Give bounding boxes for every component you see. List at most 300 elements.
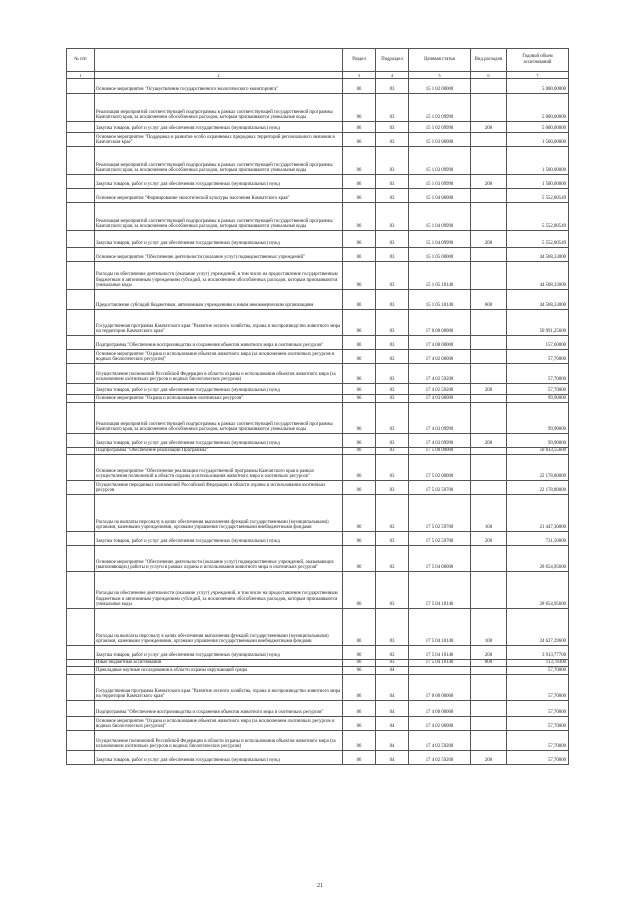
cell-number	[67, 189, 95, 203]
cell-number	[67, 403, 95, 434]
table-row	[67, 290, 569, 310]
cell-target-article: 17 5 02 00000	[409, 455, 471, 481]
cell-expense-type: 200	[471, 175, 507, 189]
cell-razdel: 06	[343, 336, 376, 350]
cell-number	[67, 731, 95, 751]
cell-razdel: 06	[343, 403, 376, 434]
cell-target-article: 17 4 00 00000	[409, 701, 471, 717]
cell-podrazdel: 03	[376, 336, 409, 350]
cell-name: Основное мероприятие "Охрана и использование объектов животного мира (за исключением охотничьих ресурсов и водных биологических ресурсов)"	[95, 350, 343, 364]
cell-name: Расходы на выплаты персоналу в целях обеспечения выполнения функций государственными (муниципальными) органами, казенными учреждениями, органами управления государственными внебюджетными фондами	[95, 609, 343, 646]
cell-podrazdel: 03	[376, 384, 409, 395]
cell-expense-type	[471, 701, 507, 717]
cell-podrazdel: 03	[376, 546, 409, 572]
cell-target-article: 15 1 04 00000	[409, 189, 471, 203]
cell-annual-volume: 5 552,80549	[507, 203, 569, 231]
cell-target-article: 15 1 03 00000	[409, 133, 471, 147]
cell-razdel: 06	[343, 717, 376, 731]
cell-expense-type	[471, 79, 507, 94]
header-expense-type: Вид расходов	[471, 49, 507, 72]
cell-name: Закупка товаров, работ и услуг для обеспечения государственных (муниципальных) нужд	[95, 646, 343, 660]
cell-expense-type	[471, 546, 507, 572]
cell-expense-type: 600	[471, 290, 507, 310]
cell-expense-type	[471, 189, 507, 203]
cell-number	[67, 660, 95, 667]
cell-name: Закупка товаров, работ и услуг для обеспечения государственных (муниципальных) нужд	[95, 532, 343, 546]
table-row	[67, 336, 569, 350]
cell-razdel: 06	[343, 675, 376, 701]
table-row	[67, 350, 569, 364]
cell-annual-volume: 99,90000	[507, 395, 569, 403]
cell-expense-type: 200	[471, 122, 507, 133]
cell-number	[67, 94, 95, 122]
table-row	[67, 133, 569, 147]
cell-name: Реализация мероприятий соответствующей подпрограммы в рамках соответствующей государственной программы Камчатского края, за исключением обособленных расходов, которым присваиваются уникальные коды	[95, 147, 343, 175]
cell-annual-volume: 21 447,30000	[507, 495, 569, 532]
cell-razdel: 06	[343, 667, 376, 675]
cell-name: Подпрограмма "Обеспечение реализации Программы"	[95, 448, 343, 455]
table-row	[67, 481, 569, 495]
cell-podrazdel: 03	[376, 310, 409, 336]
cell-expense-type	[471, 310, 507, 336]
cell-expense-type	[471, 203, 507, 231]
table-row	[67, 532, 569, 546]
page-number: 21	[317, 883, 323, 889]
table-row	[67, 384, 569, 395]
cell-razdel: 06	[343, 455, 376, 481]
cell-name: Закупка товаров, работ и услуг для обеспечения государственных (муниципальных) нужд	[95, 175, 343, 189]
table-row	[67, 434, 569, 448]
cell-target-article: 15 1 05 10140	[409, 290, 471, 310]
cell-number	[67, 79, 95, 94]
cell-name: Основное мероприятие "Формирование экологической культуры населения Камчатского края"	[95, 189, 343, 203]
cell-number	[67, 147, 95, 175]
header-annual-volume: Годовой объем ассигнований	[507, 49, 569, 72]
header-name	[95, 49, 343, 72]
cell-annual-volume: 50 991,25600	[507, 310, 569, 336]
cell-razdel: 06	[343, 395, 376, 403]
cell-razdel: 06	[343, 203, 376, 231]
cell-podrazdel: 04	[376, 701, 409, 717]
table-row	[67, 701, 569, 717]
cell-podrazdel: 03	[376, 646, 409, 660]
table-row	[67, 660, 569, 667]
cell-annual-volume: 99,90000	[507, 434, 569, 448]
cell-razdel: 06	[343, 290, 376, 310]
cell-target-article: 17 4 03 09990	[409, 434, 471, 448]
cell-target-article: 17 0 00 00000	[409, 675, 471, 701]
cell-target-article: 17 5 04 00000	[409, 546, 471, 572]
cell-expense-type: 200	[471, 646, 507, 660]
table-row	[67, 572, 569, 609]
table-row	[67, 646, 569, 660]
cell-annual-volume: 44 508,33000	[507, 262, 569, 290]
table-header	[67, 49, 569, 79]
column-number-row	[67, 72, 569, 79]
cell-annual-volume: 57,70000	[507, 364, 569, 384]
table-row	[67, 667, 569, 675]
cell-podrazdel: 03	[376, 532, 409, 546]
cell-name: Реализация мероприятий соответствующей подпрограммы в рамках соответствующей государственной программы Камчатского края, за исключением обособленных расходов, которым присваиваются уникальные коды	[95, 203, 343, 231]
budget-table	[66, 48, 569, 765]
cell-podrazdel: 03	[376, 350, 409, 364]
cell-target-article: 17 5 04 10140	[409, 609, 471, 646]
cell-podrazdel: 03	[376, 262, 409, 290]
cell-expense-type	[471, 248, 507, 262]
cell-annual-volume: 24 627,39600	[507, 609, 569, 646]
cell-name: Подпрограмма "Обеспечение воспроизводства и сохранения объектов животного мира и охотничьих ресурсов"	[95, 336, 343, 350]
cell-expense-type	[471, 395, 507, 403]
cell-podrazdel: 04	[376, 717, 409, 731]
cell-annual-volume: 57,70000	[507, 350, 569, 364]
cell-razdel: 06	[343, 495, 376, 532]
cell-target-article: 17 0 00 00000	[409, 310, 471, 336]
cell-target-article: 17 5 04 10140	[409, 660, 471, 667]
cell-name: Основное мероприятие "Поддержка и развитие особо охраняемых природных территорий регионального значения в Камчатском крае"	[95, 133, 343, 147]
cell-razdel: 06	[343, 147, 376, 175]
cell-target-article: 17 5 02 59700	[409, 532, 471, 546]
cell-number	[67, 336, 95, 350]
cell-number	[67, 231, 95, 248]
cell-podrazdel: 03	[376, 175, 409, 189]
cell-razdel: 06	[343, 310, 376, 336]
cell-annual-volume: 5 552,80549	[507, 189, 569, 203]
cell-number	[67, 384, 95, 395]
cell-podrazdel: 03	[376, 189, 409, 203]
cell-name: Государственная программа Камчатского края "Развитие лесного хозяйства, охрана и воспроизводство животного мира на территории Камчатского края"	[95, 310, 343, 336]
cell-expense-type	[471, 336, 507, 350]
column-number: 1	[67, 72, 95, 79]
cell-expense-type	[471, 262, 507, 290]
cell-annual-volume: 113,78300	[507, 660, 569, 667]
cell-annual-volume: 28 654,95600	[507, 546, 569, 572]
cell-target-article: 17 5 02 59700	[409, 481, 471, 495]
cell-name: Осуществление переданных полномочий Российской Федерации в области охраны и использования охотничьих ресурсов	[95, 481, 343, 495]
cell-expense-type: 200	[471, 384, 507, 395]
cell-expense-type: 200	[471, 231, 507, 248]
cell-expense-type	[471, 403, 507, 434]
cell-annual-volume: 57,70000	[507, 731, 569, 751]
cell-annual-volume: 57,70000	[507, 751, 569, 765]
cell-razdel: 06	[343, 434, 376, 448]
column-number: 4	[376, 72, 409, 79]
cell-expense-type: 200	[471, 751, 507, 765]
cell-razdel: 06	[343, 572, 376, 609]
cell-number	[67, 667, 95, 675]
cell-podrazdel: 03	[376, 364, 409, 384]
cell-target-article: 17 4 03 00000	[409, 395, 471, 403]
cell-number	[67, 395, 95, 403]
cell-podrazdel: 04	[376, 667, 409, 675]
cell-target-article: 15 1 05 10140	[409, 262, 471, 290]
cell-annual-volume: 28 654,95600	[507, 572, 569, 609]
table-row	[67, 495, 569, 532]
cell-name: Реализация мероприятий соответствующей подпрограммы в рамках соответствующей государственной программы Камчатского края, за исключением обособленных расходов, которым присваиваются уникальные коды	[95, 94, 343, 122]
cell-annual-volume: 5 000,00000	[507, 122, 569, 133]
cell-target-article: 17 5 02 59700	[409, 495, 471, 532]
cell-target-article: 15 1 05 00000	[409, 248, 471, 262]
cell-podrazdel: 03	[376, 203, 409, 231]
cell-number	[67, 546, 95, 572]
cell-annual-volume: 1 500,00000	[507, 175, 569, 189]
cell-expense-type: 200	[471, 434, 507, 448]
cell-razdel: 06	[343, 133, 376, 147]
cell-number	[67, 609, 95, 646]
cell-annual-volume: 5 552,80549	[507, 231, 569, 248]
cell-annual-volume: 57,70000	[507, 717, 569, 731]
cell-expense-type	[471, 448, 507, 455]
cell-name: Закупка товаров, работ и услуг для обеспечения государственных (муниципальных) нужд	[95, 231, 343, 248]
table-row	[67, 731, 569, 751]
cell-razdel: 06	[343, 175, 376, 189]
header-podrazdel: Подраздел	[376, 49, 409, 72]
cell-target-article: 17 4 02 59200	[409, 731, 471, 751]
cell-podrazdel: 03	[376, 122, 409, 133]
cell-razdel: 06	[343, 701, 376, 717]
cell-number	[67, 646, 95, 660]
cell-name: Иные бюджетные ассигнования	[95, 660, 343, 667]
cell-podrazdel: 03	[376, 94, 409, 122]
table-row	[67, 94, 569, 122]
cell-name: Основное мероприятие "Обеспечение деятельности (оказание услуг) подведомственных учреждений, оказывающих (выполняющих) работы и услуги в рамках охраны и использования животного мира и охотничьих ресурсов"	[95, 546, 343, 572]
cell-name: Прикладные научные исследования в области охраны окружающей среды	[95, 667, 343, 675]
cell-razdel: 06	[343, 660, 376, 667]
column-number: 3	[343, 72, 376, 79]
cell-target-article: 15 1 03 09990	[409, 175, 471, 189]
cell-number	[67, 701, 95, 717]
cell-name: Реализация мероприятий соответствующей подпрограммы в рамках соответствующей государственной программы Камчатского края, за исключением обособленных расходов, которым присваиваются уникальные коды	[95, 403, 343, 434]
cell-razdel: 06	[343, 646, 376, 660]
cell-podrazdel: 03	[376, 133, 409, 147]
cell-annual-volume: 57,70000	[507, 701, 569, 717]
cell-target-article: 17 4 00 00000	[409, 336, 471, 350]
cell-razdel: 06	[343, 350, 376, 364]
cell-number	[67, 572, 95, 609]
header-target-article: Целевая статья	[409, 49, 471, 72]
cell-number	[67, 262, 95, 290]
cell-target-article: 17 5 00 00000	[409, 448, 471, 455]
cell-name: Предоставление субсидий бюджетным, автономным учреждениям и иным некоммерческим организациям	[95, 290, 343, 310]
cell-name: Основное мероприятие "Охрана и использование объектов животного мира (за исключением охотничьих ресурсов и водных биологических ресурсов)"	[95, 717, 343, 731]
cell-podrazdel: 03	[376, 231, 409, 248]
cell-target-article: 15 1 04 09990	[409, 203, 471, 231]
cell-expense-type	[471, 94, 507, 122]
cell-target-article: 17 4 02 00000	[409, 350, 471, 364]
cell-razdel: 06	[343, 546, 376, 572]
cell-name: Государственная программа Камчатского края "Развитие лесного хозяйства, охрана и воспроизводство животного мира на территории Камчатского края"	[95, 675, 343, 701]
cell-annual-volume: 57,70000	[507, 667, 569, 675]
cell-podrazdel: 03	[376, 248, 409, 262]
cell-podrazdel: 03	[376, 572, 409, 609]
cell-number	[67, 203, 95, 231]
cell-name: Закупка товаров, работ и услуг для обеспечения государственных (муниципальных) нужд	[95, 751, 343, 765]
cell-expense-type	[471, 675, 507, 701]
cell-target-article: 15 1 02 00000	[409, 79, 471, 94]
table-row	[67, 175, 569, 189]
cell-number	[67, 350, 95, 364]
cell-razdel: 06	[343, 262, 376, 290]
cell-razdel: 06	[343, 731, 376, 751]
cell-number	[67, 290, 95, 310]
cell-expense-type	[471, 717, 507, 731]
cell-podrazdel: 03	[376, 403, 409, 434]
cell-target-article: 17 4 02 59200	[409, 364, 471, 384]
cell-target-article: 15 1 04 09990	[409, 231, 471, 248]
table-row	[67, 395, 569, 403]
table-row	[67, 262, 569, 290]
cell-expense-type	[471, 147, 507, 175]
cell-name: Основное мероприятие "Охрана и использование охотничьих ресурсов"	[95, 395, 343, 403]
cell-number	[67, 751, 95, 765]
cell-annual-volume: 1 500,00000	[507, 133, 569, 147]
column-number: 5	[409, 72, 471, 79]
cell-razdel: 06	[343, 384, 376, 395]
cell-name: Закупка товаров, работ и услуг для обеспечения государственных (муниципальных) нужд	[95, 384, 343, 395]
cell-target-article	[409, 667, 471, 675]
cell-podrazdel: 03	[376, 481, 409, 495]
cell-name: Основное мероприятие "Обеспечение деятельности (оказание услуг) подведомственных учреждений"	[95, 248, 343, 262]
cell-podrazdel: 03	[376, 660, 409, 667]
cell-name: Подпрограмма "Обеспечение воспроизводства и сохранения объектов животного мира и охотничьих ресурсов"	[95, 701, 343, 717]
cell-razdel: 06	[343, 532, 376, 546]
cell-annual-volume: 99,90000	[507, 403, 569, 434]
table-row	[67, 122, 569, 133]
cell-name: Основное мероприятие "Осуществление государственного экологического мониторинга"	[95, 79, 343, 94]
cell-target-article: 17 5 04 10140	[409, 646, 471, 660]
cell-annual-volume: 44 508,33000	[507, 248, 569, 262]
table-row	[67, 79, 569, 94]
cell-target-article: 17 5 04 10140	[409, 572, 471, 609]
cell-expense-type: 100	[471, 495, 507, 532]
cell-annual-volume: 22 178,80000	[507, 481, 569, 495]
cell-target-article: 17 4 02 00000	[409, 717, 471, 731]
cell-number	[67, 481, 95, 495]
cell-annual-volume: 50 833,55600	[507, 448, 569, 455]
cell-expense-type	[471, 455, 507, 481]
cell-razdel: 06	[343, 79, 376, 94]
header-number: № п/п	[67, 49, 95, 72]
cell-expense-type: 100	[471, 609, 507, 646]
cell-number	[67, 675, 95, 701]
cell-podrazdel: 03	[376, 448, 409, 455]
cell-expense-type	[471, 133, 507, 147]
cell-podrazdel: 03	[376, 495, 409, 532]
table-body	[67, 79, 569, 765]
cell-number	[67, 532, 95, 546]
cell-annual-volume: 5 000,00000	[507, 94, 569, 122]
cell-podrazdel: 03	[376, 455, 409, 481]
cell-podrazdel: 03	[376, 290, 409, 310]
cell-number	[67, 717, 95, 731]
column-number: 7	[507, 72, 569, 79]
cell-name: Осуществление полномочий Российской Федерации в области охраны и использования объектов животного мира (за исключением охотничьих ресурсов и водных биологических ресурсов)	[95, 364, 343, 384]
cell-number	[67, 248, 95, 262]
cell-annual-volume: 44 508,33000	[507, 290, 569, 310]
cell-razdel: 06	[343, 609, 376, 646]
table-row	[67, 189, 569, 203]
cell-number	[67, 434, 95, 448]
cell-razdel: 06	[343, 751, 376, 765]
cell-podrazdel: 03	[376, 147, 409, 175]
table-row	[67, 147, 569, 175]
cell-expense-type	[471, 350, 507, 364]
cell-expense-type: 200	[471, 532, 507, 546]
cell-name: Расходы на обеспечение деятельности (оказание услуг) учреждений, в том числе на предоставление государственным бюджетным и автономным учреждениям субсидий, за исключением обособленных расходов, которым присваиваются уникальные коды	[95, 262, 343, 290]
cell-podrazdel: 03	[376, 395, 409, 403]
cell-target-article: 17 4 03 09990	[409, 403, 471, 434]
cell-expense-type	[471, 481, 507, 495]
table-row	[67, 248, 569, 262]
table-row	[67, 675, 569, 701]
cell-number	[67, 495, 95, 532]
table-row	[67, 751, 569, 765]
table-row	[67, 448, 569, 455]
cell-razdel: 06	[343, 189, 376, 203]
cell-razdel: 06	[343, 364, 376, 384]
cell-target-article: 15 1 02 09990	[409, 94, 471, 122]
cell-razdel: 06	[343, 122, 376, 133]
cell-razdel: 06	[343, 248, 376, 262]
cell-podrazdel: 04	[376, 731, 409, 751]
cell-name: Расходы на выплаты персоналу в целях обеспечения выполнения функций государственными (муниципальными) органами, казенными учреждениями, органами управления государственными внебюджетными фондами	[95, 495, 343, 532]
cell-annual-volume: 731,50000	[507, 532, 569, 546]
cell-annual-volume: 22 178,80000	[507, 455, 569, 481]
cell-expense-type: 800	[471, 660, 507, 667]
header-razdel: Раздел	[343, 49, 376, 72]
cell-name: Расходы на обеспечение деятельности (оказание услуг) учреждений, в том числе на предоставление государственным бюджетным и автономным учреждениям субсидий, за исключением обособленных расходов, которым присваиваются уникальные коды	[95, 572, 343, 609]
cell-number	[67, 448, 95, 455]
cell-number	[67, 455, 95, 481]
cell-number	[67, 133, 95, 147]
cell-number	[67, 122, 95, 133]
cell-podrazdel: 04	[376, 751, 409, 765]
cell-annual-volume: 57,70000	[507, 384, 569, 395]
cell-name: Основное мероприятие "Обеспечение реализации государственной программы Камчатского края в рамках осуществления полномочий в области охраны и использования животного мира и охотничьих ресурсов"	[95, 455, 343, 481]
cell-podrazdel: 03	[376, 609, 409, 646]
cell-expense-type	[471, 364, 507, 384]
cell-razdel: 06	[343, 481, 376, 495]
cell-annual-volume: 57,70000	[507, 675, 569, 701]
cell-target-article: 15 1 02 09990	[409, 122, 471, 133]
cell-expense-type	[471, 667, 507, 675]
table-row	[67, 364, 569, 384]
column-number: 6	[471, 72, 507, 79]
cell-expense-type	[471, 572, 507, 609]
cell-number	[67, 175, 95, 189]
cell-number	[67, 364, 95, 384]
cell-name: Закупка товаров, работ и услуг для обеспечения государственных (муниципальных) нужд	[95, 434, 343, 448]
table-row	[67, 231, 569, 248]
cell-podrazdel: 04	[376, 675, 409, 701]
table-row	[67, 455, 569, 481]
cell-razdel: 06	[343, 231, 376, 248]
cell-target-article: 17 4 02 59200	[409, 384, 471, 395]
cell-name: Осуществление полномочий Российской Федерации в области охраны и использования объектов животного мира (за исключением охотничьих ресурсов и водных биологических ресурсов)	[95, 731, 343, 751]
cell-podrazdel: 03	[376, 434, 409, 448]
table-row	[67, 546, 569, 572]
cell-podrazdel: 03	[376, 79, 409, 94]
cell-annual-volume: 1 500,00000	[507, 147, 569, 175]
cell-name: Закупка товаров, работ и услуг для обеспечения государственных (муниципальных) нужд	[95, 122, 343, 133]
table-row	[67, 609, 569, 646]
cell-expense-type	[471, 731, 507, 751]
table-row	[67, 717, 569, 731]
cell-number	[67, 310, 95, 336]
table-row	[67, 403, 569, 434]
cell-annual-volume: 3 913,77700	[507, 646, 569, 660]
cell-target-article: 15 1 03 09990	[409, 147, 471, 175]
cell-razdel: 06	[343, 448, 376, 455]
